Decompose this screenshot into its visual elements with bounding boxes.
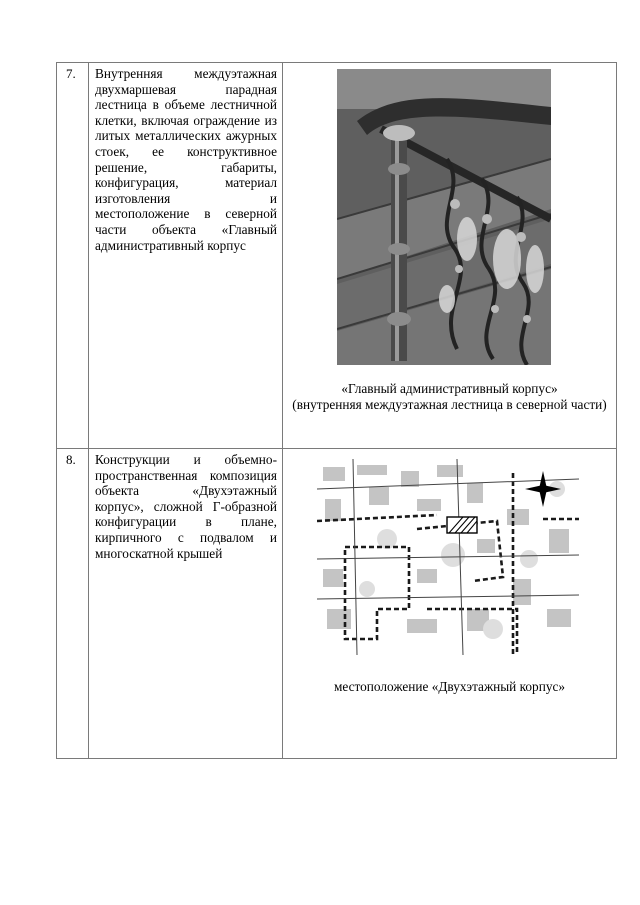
staircase-photo	[337, 69, 551, 365]
photo-caption	[283, 381, 616, 413]
caption-line: «Главный административный корпус»	[341, 381, 558, 396]
image-cell	[283, 63, 617, 449]
row-description: Внутренняя междуэтажная двухмаршевая парадная лестница в объеме лестничной клетки, включая ограждение из литых металлических ажурных стоек, ее конструктивное решение, габариты, конфигурация, материал изготовления и местоположение в северной части объекта «Главный административный корпус	[89, 63, 283, 449]
location-map	[317, 459, 579, 655]
map-caption: местоположение «Двухэтажный корпус»	[333, 679, 566, 694]
row-number: 7.	[57, 63, 89, 449]
row-description: Конструкции и объемно-пространственная композиция объекта «Двухэтажный корпус», сложной Г-образной конфигурации в плане, кирпичного с подвалом и многоскатной крышей	[89, 449, 283, 759]
objects-table	[56, 62, 617, 759]
table-row	[57, 449, 617, 759]
row-number: 8.	[57, 449, 89, 759]
caption-line: (внутренняя междуэтажная лестница в северной части)	[292, 397, 607, 412]
image-cell	[283, 449, 617, 759]
table-row	[57, 63, 617, 449]
